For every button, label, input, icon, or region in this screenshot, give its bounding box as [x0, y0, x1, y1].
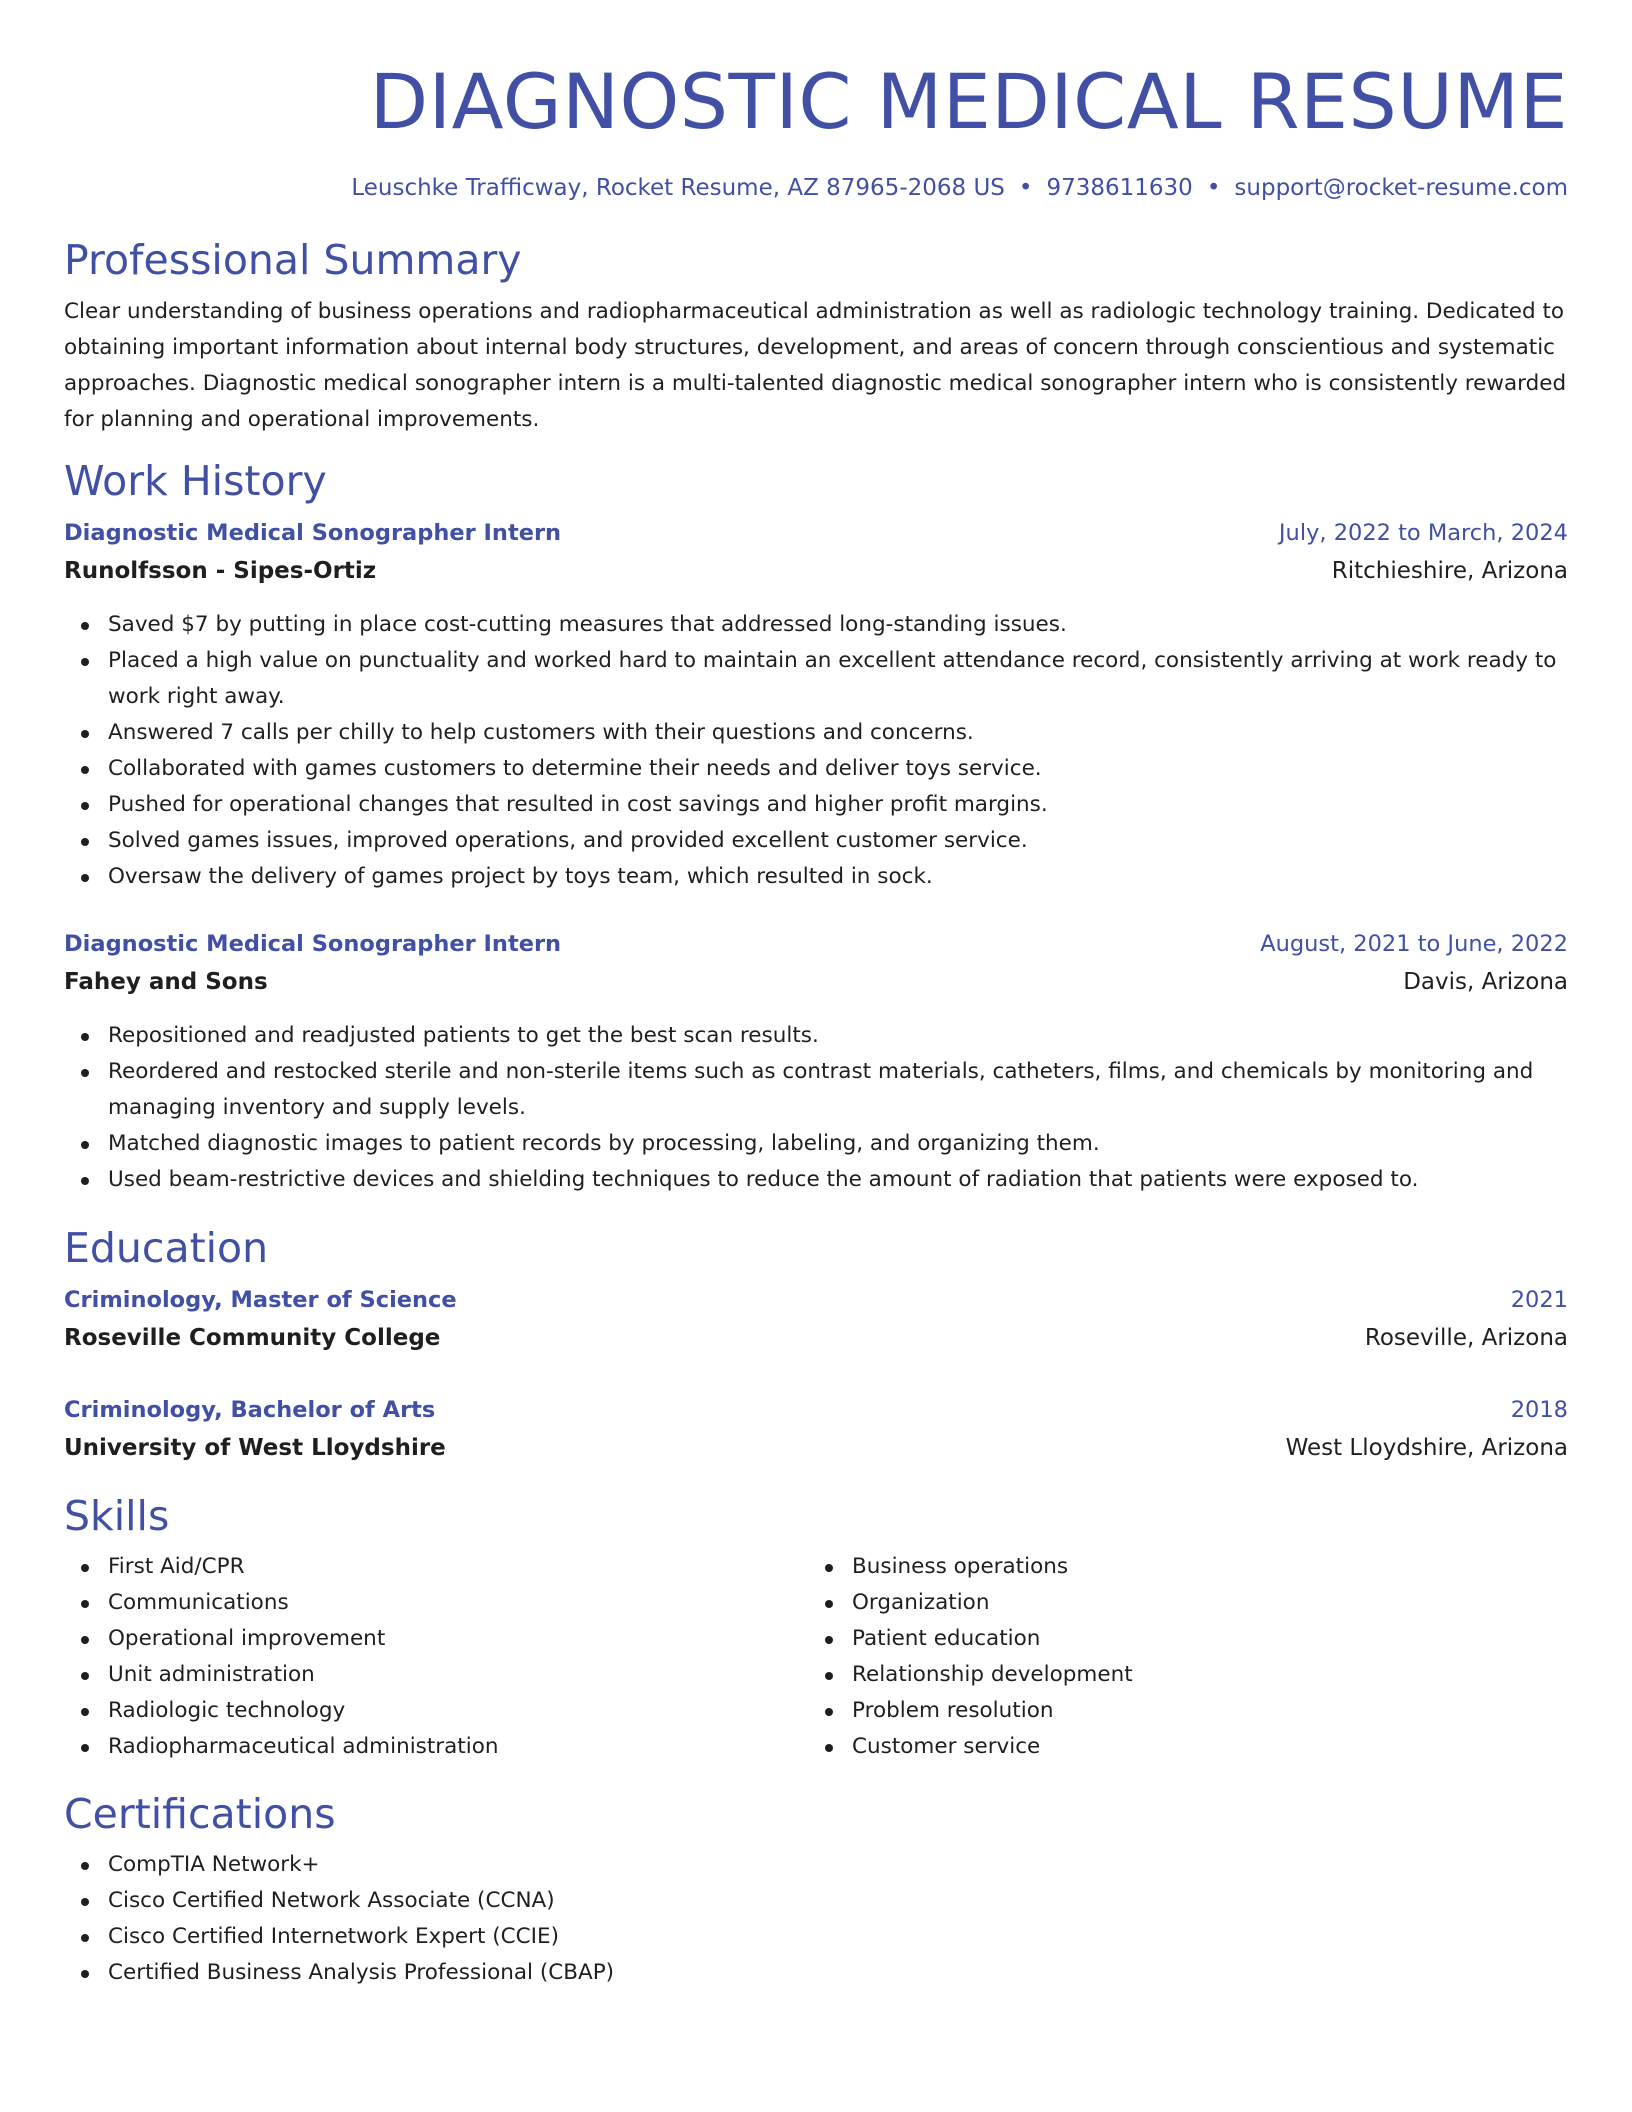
- education-location: Roseville, Arizona: [1364, 1325, 1568, 1351]
- skill-item: Organization: [852, 1585, 1552, 1621]
- job-bullet: Reordered and restocked sterile and non-sterile items such as contrast materials, catheters, films, and chemicals by monitoring and managing inventory and supply levels.: [108, 1054, 1568, 1126]
- job-bullet: Oversaw the delivery of games project by toys team, which resulted in sock.: [108, 859, 1568, 895]
- education-entry: [64, 1391, 1568, 1467]
- summary-heading: Professional Summary: [64, 236, 522, 284]
- job-bullet: Answered 7 calls per chilly to help customers with their questions and concerns.: [108, 715, 1568, 751]
- job-location: Ritchieshire, Arizona: [1331, 558, 1568, 584]
- resume-title: DIAGNOSTIC MEDICAL RESUME: [369, 57, 1568, 146]
- education-year: 2018: [1510, 1397, 1568, 1423]
- certification-item: Cisco Certified Network Associate (CCNA): [108, 1883, 1568, 1919]
- skill-item: Business operations: [852, 1549, 1552, 1585]
- skill-item: First Aid/CPR: [108, 1549, 806, 1585]
- certifications-list: [64, 1847, 1568, 1991]
- job-title: Diagnostic Medical Sonographer Intern: [64, 520, 562, 546]
- job-entry: [64, 514, 1568, 895]
- skill-item: Customer service: [852, 1729, 1552, 1765]
- job-bullet: Saved $7 by putting in place cost-cutting measures that addressed long-standing issues.: [108, 607, 1568, 643]
- education-school: Roseville Community College: [64, 1325, 441, 1351]
- skill-item: Relationship development: [852, 1657, 1552, 1693]
- contact-separator: •: [1018, 175, 1033, 201]
- skills-grid: [64, 1549, 1568, 1765]
- skill-item: Communications: [108, 1585, 806, 1621]
- skill-item: Problem resolution: [852, 1693, 1552, 1729]
- skills-column-right: [806, 1549, 1552, 1765]
- education-heading: Education: [64, 1224, 269, 1272]
- job-bullet: Pushed for operational changes that resulted in cost savings and higher profit margins.: [108, 787, 1568, 823]
- contact-phone: 9738611630: [1046, 175, 1193, 201]
- job-bullet: Solved games issues, improved operations, and provided excellent customer service.: [108, 823, 1568, 859]
- certification-item: Cisco Certified Internetwork Expert (CCIE): [108, 1919, 1568, 1955]
- education-year: 2021: [1510, 1287, 1568, 1313]
- education-location: West Lloydshire, Arizona: [1285, 1435, 1568, 1461]
- certification-item: Certified Business Analysis Professional (CBAP): [108, 1955, 1568, 1991]
- skill-item: Radiopharmaceutical administration: [108, 1729, 806, 1765]
- skills-column-left: [64, 1549, 806, 1765]
- education-degree: Criminology, Bachelor of Arts: [64, 1397, 436, 1423]
- job-title: Diagnostic Medical Sonographer Intern: [64, 931, 562, 957]
- job-company: Fahey and Sons: [64, 969, 268, 995]
- job-bullets: [64, 607, 1568, 895]
- job-bullet: Collaborated with games customers to determine their needs and deliver toys service.: [108, 751, 1568, 787]
- skill-item: Radiologic technology: [108, 1693, 806, 1729]
- job-bullets: [64, 1018, 1568, 1198]
- job-dates: August, 2021 to June, 2022: [1260, 931, 1568, 957]
- skill-item: Patient education: [852, 1621, 1552, 1657]
- job-dates: July, 2022 to March, 2024: [1278, 520, 1568, 546]
- education-school: University of West Lloydshire: [64, 1435, 446, 1461]
- skills-heading: Skills: [64, 1492, 170, 1540]
- certifications-heading: Certifications: [64, 1790, 336, 1838]
- certification-item: CompTIA Network+: [108, 1847, 1568, 1883]
- contact-address: Leuschke Trafficway, Rocket Resume, AZ 87965-2068 US: [351, 175, 1005, 201]
- job-bullet: Matched diagnostic images to patient records by processing, labeling, and organizing them.: [108, 1126, 1568, 1162]
- job-bullet: Used beam-restrictive devices and shielding techniques to reduce the amount of radiation that patients were exposed to.: [108, 1162, 1568, 1198]
- resume-page: [64, 0, 1568, 1991]
- job-entry: [64, 925, 1568, 1198]
- job-company: Runolfsson - Sipes-Ortiz: [64, 558, 377, 584]
- education-degree: Criminology, Master of Science: [64, 1287, 457, 1313]
- contact-email[interactable]: support@rocket-resume.com: [1234, 175, 1568, 201]
- contact-line: [64, 172, 1568, 204]
- skill-item: Unit administration: [108, 1657, 806, 1693]
- job-location: Davis, Arizona: [1403, 969, 1568, 995]
- summary-text: Clear understanding of business operations and radiopharmaceutical administration as well as radiologic technology training. Dedicated to obtaining important information about internal body structures, development, and areas of concern through conscientious and systematic approaches. Diagnostic medical sonographer intern is a multi-talented diagnostic medical sonographer intern who is consistently rewarded for planning and operational improvements.: [64, 299, 1567, 432]
- skill-item: Operational improvement: [108, 1621, 806, 1657]
- contact-separator: •: [1206, 175, 1221, 201]
- job-bullet: Placed a high value on punctuality and worked hard to maintain an excellent attendance record, consistently arriving at work ready to work right away.: [108, 643, 1568, 715]
- work-history-heading: Work History: [64, 457, 327, 505]
- education-entry: [64, 1281, 1568, 1357]
- job-bullet: Repositioned and readjusted patients to get the best scan results.: [108, 1018, 1568, 1054]
